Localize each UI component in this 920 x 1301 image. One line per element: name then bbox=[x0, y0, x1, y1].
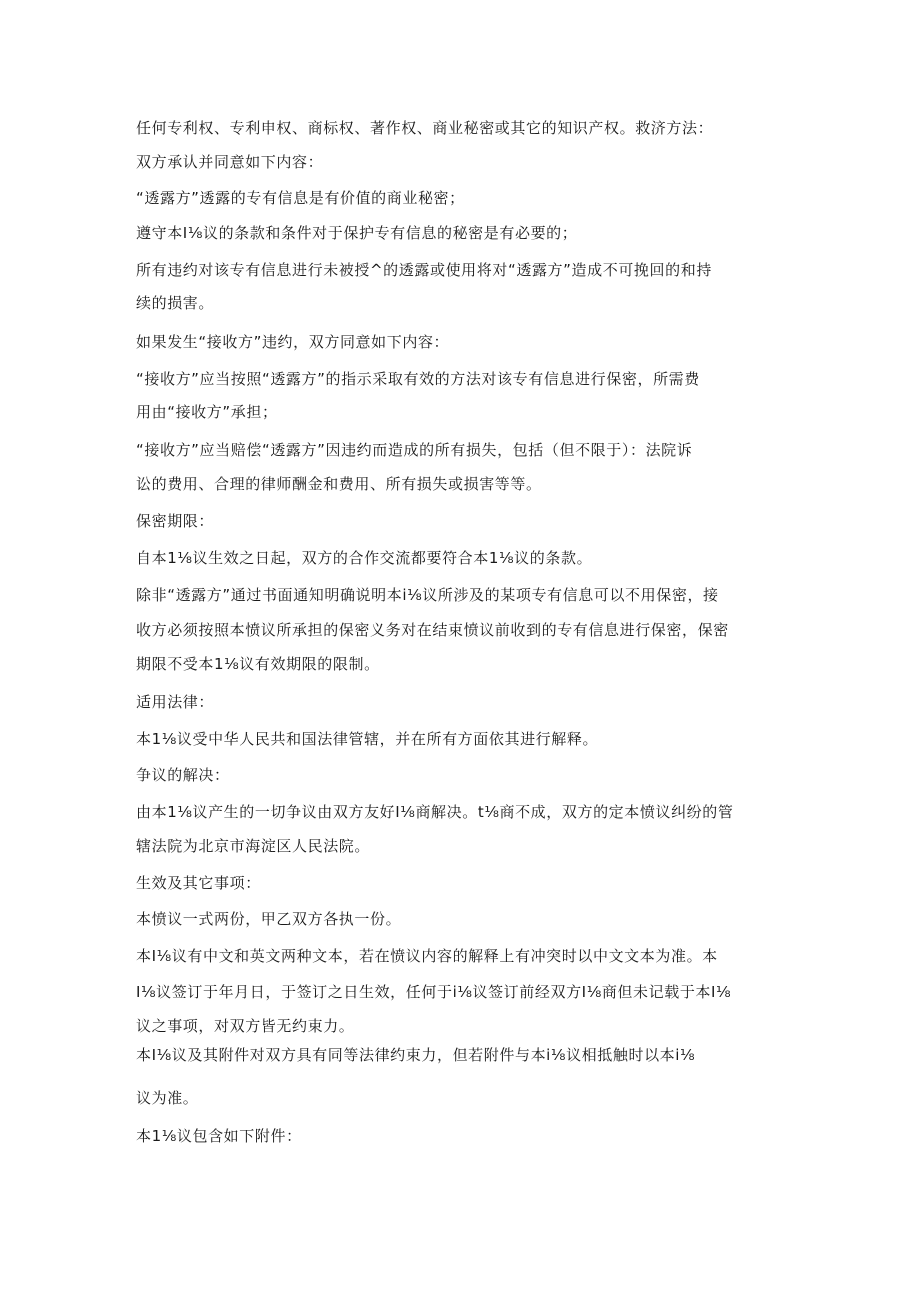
text-line-dispute-2: 辖法院为北京市海淀区人民法院。 bbox=[136, 837, 371, 855]
text-line-unless-notice-1: 除非“透露方”通过书面通知明确说明本i⅛议所涉及的某项专有信息可以不用保密，接 bbox=[136, 586, 719, 604]
text-line-dispute-1: 由本1⅛议产生的一切争议由双方友好I⅛商解决。t⅛商不成，双方的定本愤议纠纷的管 bbox=[136, 803, 734, 821]
text-line-unless-notice-2: 收方必须按照本愤议所承担的保密义务对在结束愤议前收到的专有信息进行保密，保密 bbox=[136, 621, 729, 639]
text-line-if-breach: 如果发生“接收方”违约，双方同意如下内容： bbox=[136, 333, 450, 351]
text-line-languages-2: I⅛议签订于年月日，于签订之日生效，任何于i⅛议签订前经双方I⅛商但未记载于本I⅛ bbox=[136, 983, 732, 1001]
text-line-annex-binding-1: 本I⅛议及其附件对双方具有同等法律约束力，但若附件与本i⅛议相抵触时以本i⅛ bbox=[136, 1046, 696, 1064]
text-line-governing-law: 本1⅛议受中华人民共和国法律管辖，并在所有方面依其进行解释。 bbox=[136, 730, 599, 748]
heading-governing-law: 适用法律： bbox=[136, 693, 215, 711]
text-line-unless-notice-3: 期限不受本1⅛议有效期限的限制。 bbox=[136, 655, 380, 673]
heading-effectiveness: 生效及其它事项： bbox=[136, 874, 261, 892]
text-line-annex-binding-2: 议为准。 bbox=[136, 1089, 199, 1107]
text-line-compensation-1: “接收方”应当赔偿“透露方”因违约而造成的所有损失，包括（但不限于）：法院诉 bbox=[136, 441, 693, 459]
heading-confidentiality-period: 保密期限： bbox=[136, 512, 215, 530]
text-line-annex-list: 本1⅛议包含如下附件： bbox=[136, 1127, 302, 1145]
text-line-breach-damage-1: 所有违约对该专有信息进行未被授^的透露或使用将对“透露方”造成不可挽回的和持 bbox=[136, 261, 712, 279]
text-line-two-copies: 本愤议一式两份，甲乙双方各执一份。 bbox=[136, 910, 402, 928]
text-line-receiver-protect-2: 用由“接收方”承担； bbox=[136, 403, 278, 421]
text-line-trade-secret: “透露方”透露的专有信息是有价值的商业秘密； bbox=[136, 189, 465, 207]
text-line-both-agree: 双方承认并同意如下内容： bbox=[136, 153, 324, 171]
text-line-effective-from: 自本1⅛议生效之日起，双方的合作交流都要符合本1⅛议的条款。 bbox=[136, 549, 593, 567]
heading-dispute-resolution: 争议的解决： bbox=[136, 766, 230, 784]
text-line-comply-terms: 遵守本I⅛议的条款和条件对于保护专有信息的秘密是有必要的； bbox=[136, 224, 578, 242]
text-line-receiver-protect-1: “接收方”应当按照“透露方”的指示采取有效的方法对该专有信息进行保密，所需费 bbox=[136, 370, 700, 388]
text-line-languages-1: 本I⅛议有中文和英文两种文本，若在愤议内容的解释上有冲突时以中文文本为准。本 bbox=[136, 947, 718, 965]
text-line-breach-damage-2: 续的损害。 bbox=[136, 294, 215, 312]
text-line-languages-3: 议之事项，对双方皆无约束力。 bbox=[136, 1017, 355, 1035]
text-line-ip-rights: 任何专利权、专利申权、商标权、著作权、商业秘密或其它的知识产权。救济方法： bbox=[136, 119, 714, 137]
text-line-compensation-2: 讼的费用、合理的律师酬金和费用、所有损失或损害等等。 bbox=[136, 475, 542, 493]
